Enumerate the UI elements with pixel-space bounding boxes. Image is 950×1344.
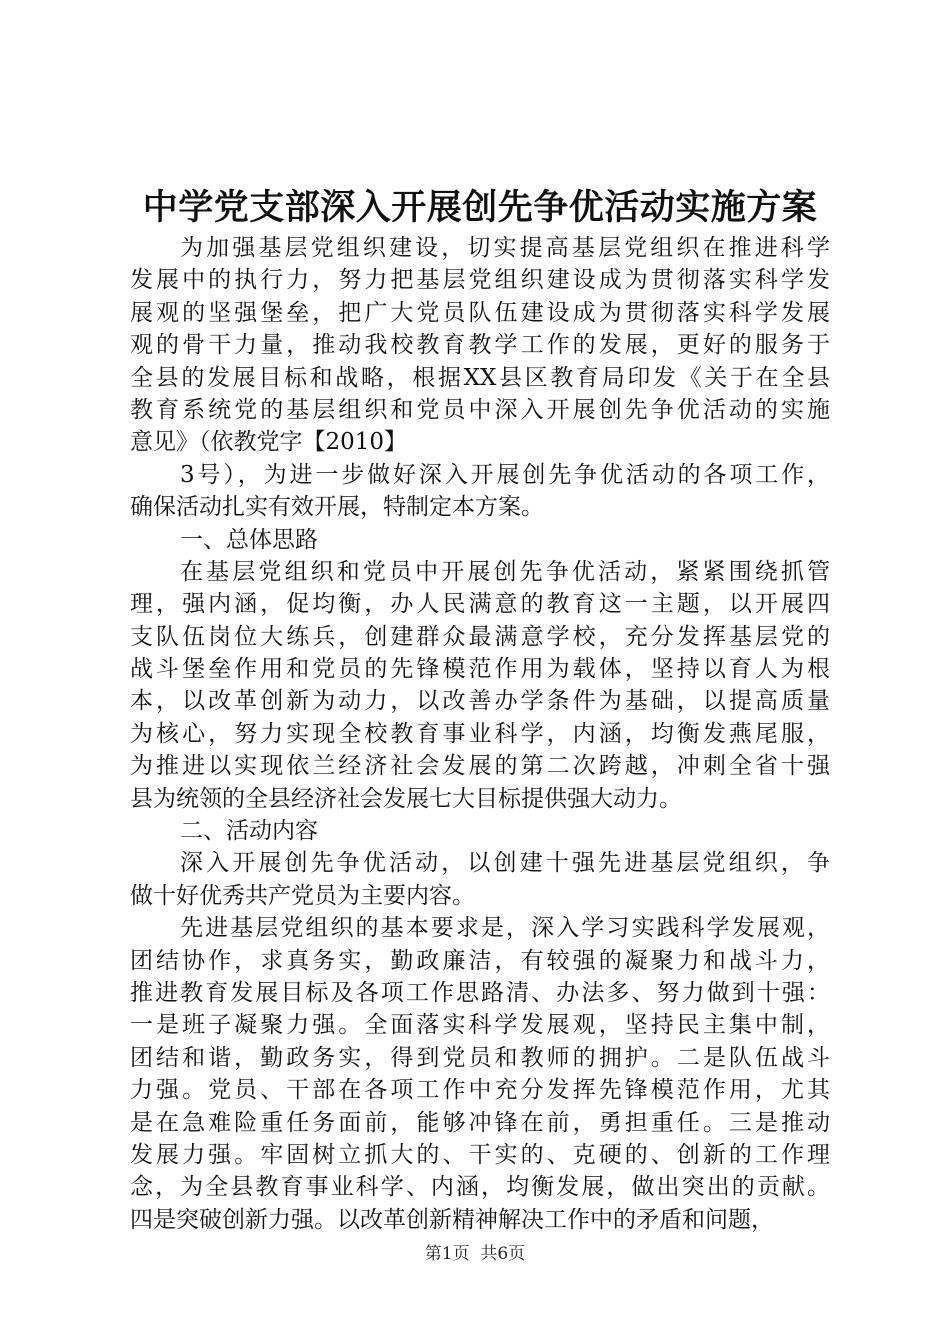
paragraph-line: 战斗堡垒作用和党员的先锋模范作用为载体，坚持以育人为根 xyxy=(130,656,830,683)
paragraph-line: 意见》（依教党字【2010】 xyxy=(130,429,408,456)
paragraph xyxy=(130,847,830,912)
paragraph-line: 县为统领的全县经济社会发展七大目标提供强大动力。 xyxy=(130,785,682,812)
paragraph-line: 展观的坚强堡垒，把广大党员队伍建设成为贯彻落实科学发展 xyxy=(130,299,830,326)
paragraph xyxy=(130,912,830,1236)
paragraph-line: 为加强基层党组织建设，切实提高基层党组织在推进科学 xyxy=(180,235,830,261)
page-footer xyxy=(0,1242,950,1266)
paragraph-line: 是在急难险重任务面前，能够冲锋在前，勇担重任。三是推动 xyxy=(130,1109,830,1136)
paragraph-line: 确保活动扎实有效开展，特制定本方案。 xyxy=(130,494,544,521)
paragraph-line: 发展中的执行力，努力把基层党组织建设成为贯彻落实科学发 xyxy=(130,267,830,294)
paragraph-line: 力强。党员、干部在各项工作中充分发挥先锋模范作用，尤其 xyxy=(130,1077,830,1104)
paragraph-line: 二、活动内容 xyxy=(180,818,318,845)
paragraph-line: 四是突破创新力强。以改革创新精神解决工作中的矛盾和问题， xyxy=(130,1206,774,1233)
paragraph-line: 教育系统党的基层组织和党员中深入开展创先争优活动的实施 xyxy=(130,396,830,423)
paragraph-line: 先进基层党组织的基本要求是，深入学习实践科学发展观， xyxy=(180,915,830,942)
paragraph xyxy=(130,232,830,459)
paragraph-line: 推进教育发展目标及各项工作思路清、办法多、努力做到十强： xyxy=(130,979,830,1006)
paragraph-line: 做十好优秀共产党员为主要内容。 xyxy=(130,882,475,909)
paragraph-line: 理，强内涵，促均衡，办人民满意的教育这一主题，以开展四 xyxy=(130,591,830,618)
paragraph xyxy=(130,815,830,847)
paragraph-line: 一是班子凝聚力强。全面落实科学发展观，坚持民主集中制， xyxy=(130,1012,830,1039)
paragraph-line: 全县的发展目标和战略，根据XX县区教育局印发《关于在全县 xyxy=(130,364,830,391)
paragraph-line: 念，为全县教育事业科学、内涵，均衡发展，做出突出的贡献。 xyxy=(130,1174,830,1201)
document-title: 中学党支部深入开展创先争优活动实施方案 xyxy=(142,187,818,228)
paragraph-line: 发展力强。牢固树立抓大的、干实的、克硬的、创新的工作理 xyxy=(130,1141,830,1168)
paragraph-line: 一、总体思路 xyxy=(180,526,318,553)
paragraph-line: 观的骨干力量，推动我校教育教学工作的发展，更好的服务于 xyxy=(130,332,830,359)
paragraph-line: 本，以改革创新为动力，以改善办学条件为基础，以提高质量 xyxy=(130,688,830,715)
paragraph-line: 为核心，努力实现全校教育事业科学，内涵，均衡发燕尾服， xyxy=(130,720,830,747)
paragraph-line: 3号），为进一步做好深入开展创先争优活动的各项工作， xyxy=(180,461,830,488)
document-body xyxy=(130,232,830,1236)
paragraph-line: 在基层党组织和党员中开展创先争优活动，紧紧围绕抓管 xyxy=(180,558,830,585)
paragraph-line: 深入开展创先争优活动，以创建十强先进基层党组织，争 xyxy=(180,850,830,877)
page-total: 共6页 xyxy=(480,1244,526,1264)
paragraph xyxy=(130,459,830,524)
paragraph-line: 团结协作，求真务实，勤政廉洁，有较强的凝聚力和战斗力， xyxy=(130,947,830,974)
paragraph xyxy=(130,556,830,815)
paragraph-line: 为推进以实现依兰经济社会发展的第二次跨越，冲刺全省十强 xyxy=(130,753,830,780)
paragraph-line: 团结和谐，勤政务实，得到党员和教师的拥护。二是队伍战斗 xyxy=(130,1044,830,1071)
page-number: 第1页 xyxy=(424,1244,470,1264)
paragraph-line: 支队伍岗位大练兵，创建群众最满意学校，充分发挥基层党的 xyxy=(130,623,830,650)
paragraph xyxy=(130,524,830,556)
